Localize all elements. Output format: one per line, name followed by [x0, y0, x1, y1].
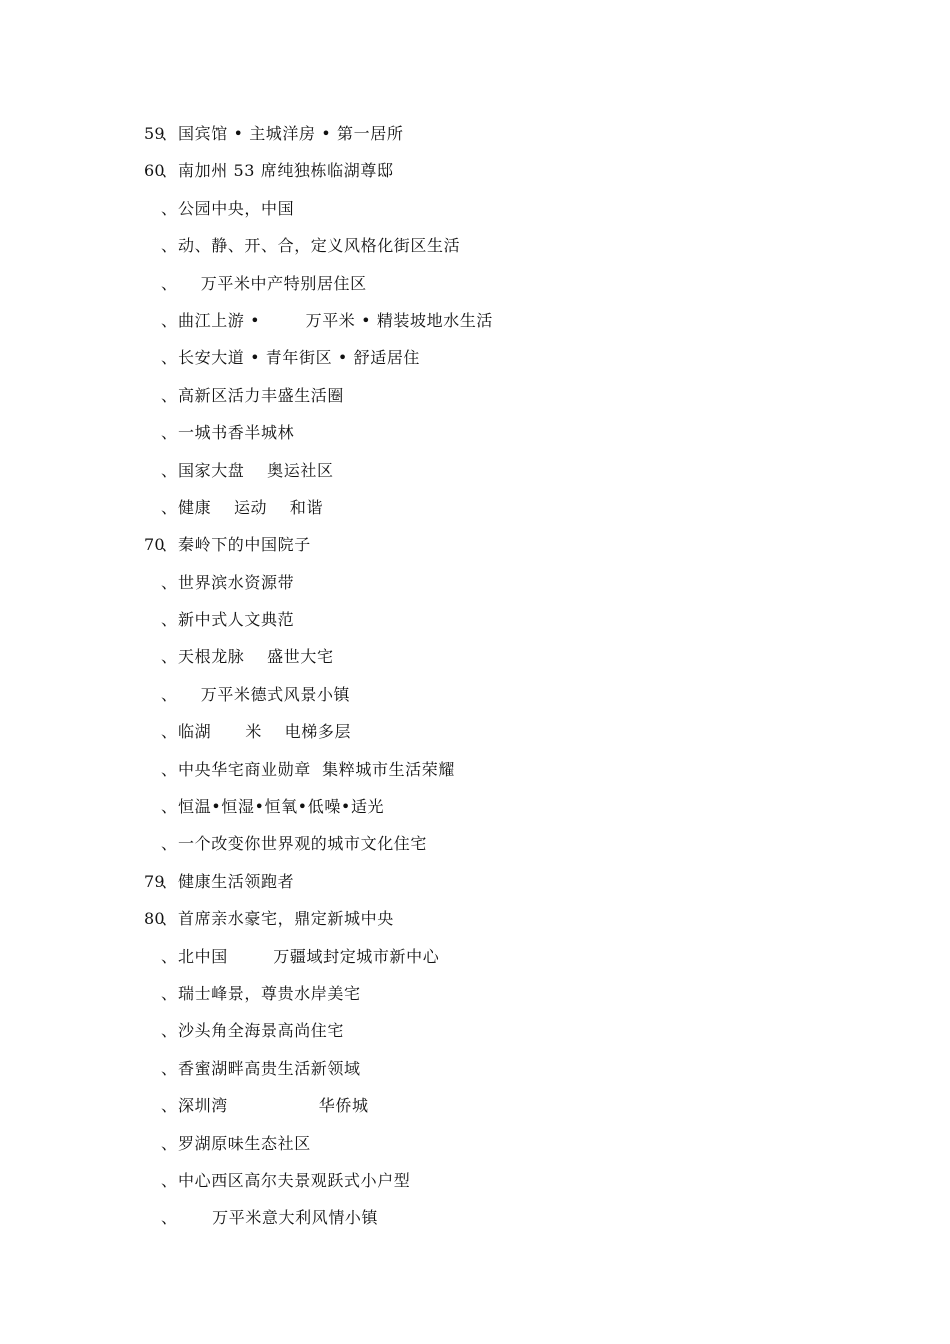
list-item — [0, 869, 950, 906]
item-separator: 、 — [161, 647, 178, 667]
slogan-list — [0, 121, 950, 1243]
item-text: 一城书香半城林 — [178, 423, 295, 443]
item-text: 万平米中产特别居住区 — [178, 273, 367, 293]
list-item — [0, 1205, 950, 1242]
list-item — [0, 644, 950, 681]
item-text: 万平米德式风景小镇 — [178, 684, 351, 704]
list-item — [0, 794, 950, 831]
item-text: 恒温•恒湿•恒氧•低噪•适光 — [178, 797, 385, 817]
item-text: 高新区活力丰盛生活圈 — [178, 385, 345, 405]
item-separator: 、 — [161, 497, 178, 517]
item-text: 首席亲水豪宅，鼎定新城中央 — [178, 909, 394, 929]
item-text: 北中国 万疆域封定城市新中心 — [178, 946, 440, 966]
item-text: 中央华宅商业勋章 集粹城市生活荣耀 — [178, 759, 455, 779]
list-item — [0, 420, 950, 457]
item-separator: 、 — [161, 535, 178, 555]
list-item — [0, 831, 950, 868]
item-text: 一个改变你世界观的城市文化住宅 — [178, 834, 428, 854]
item-separator: 、 — [161, 572, 178, 592]
list-item — [0, 158, 950, 195]
item-separator: 、 — [161, 722, 178, 742]
item-separator: 、 — [161, 423, 178, 443]
list-item — [0, 458, 950, 495]
item-text: 国家大盘 奥运社区 — [178, 460, 334, 480]
item-separator: 、 — [161, 161, 178, 181]
item-separator: 、 — [161, 273, 178, 293]
item-separator: 、 — [161, 1058, 178, 1078]
list-item — [0, 607, 950, 644]
item-separator: 、 — [161, 983, 178, 1003]
item-text: 秦岭下的中国院子 — [178, 535, 311, 555]
list-item — [0, 1056, 950, 1093]
item-separator: 、 — [161, 871, 178, 891]
list-item — [0, 233, 950, 270]
item-text: 健康 运动 和谐 — [178, 497, 324, 517]
item-separator: 、 — [161, 124, 178, 143]
item-text: 深圳湾 华侨城 — [178, 1096, 369, 1116]
item-text: 临湖 米 电梯多层 — [178, 722, 352, 742]
list-item — [0, 757, 950, 794]
item-number: 80 — [144, 909, 165, 929]
list-item — [0, 1131, 950, 1168]
list-item — [0, 196, 950, 233]
list-item — [0, 719, 950, 756]
item-text: 天根龙脉 盛世大宅 — [178, 647, 334, 667]
item-separator: 、 — [161, 385, 178, 405]
item-text: 世界滨水资源带 — [178, 572, 295, 592]
item-separator: 、 — [161, 348, 178, 368]
item-separator: 、 — [161, 759, 178, 779]
list-item — [0, 121, 950, 158]
list-item — [0, 1018, 950, 1055]
item-separator: 、 — [161, 1133, 178, 1153]
item-text: 罗湖原味生态社区 — [178, 1133, 311, 1153]
item-separator: 、 — [161, 1170, 178, 1190]
list-item — [0, 1093, 950, 1130]
item-number: 79 — [144, 871, 165, 891]
item-text: 健康生活领跑者 — [178, 871, 295, 891]
item-separator: 、 — [161, 684, 178, 704]
list-item — [0, 308, 950, 345]
item-separator: 、 — [161, 610, 178, 630]
item-separator: 、 — [161, 1208, 178, 1228]
item-text: 公园中央，中国 — [178, 198, 295, 218]
item-separator: 、 — [161, 1096, 178, 1116]
list-item — [0, 1168, 950, 1205]
list-item — [0, 944, 950, 981]
item-separator: 、 — [161, 946, 178, 966]
list-item — [0, 495, 950, 532]
item-separator: 、 — [161, 1021, 178, 1041]
list-item — [0, 532, 950, 569]
item-separator: 、 — [161, 236, 178, 256]
item-separator: 、 — [161, 797, 178, 817]
item-text: 南加州 53 席纯独栋临湖尊邸 — [178, 161, 394, 181]
item-text: 新中式人文典范 — [178, 610, 295, 630]
list-item — [0, 906, 950, 943]
item-text: 中心西区高尔夫景观跃式小户型 — [178, 1170, 411, 1190]
item-separator: 、 — [161, 460, 178, 480]
item-text: 瑞士峰景，尊贵水岸美宅 — [178, 983, 361, 1003]
item-text: 长安大道 • 青年街区 • 舒适居住 — [178, 348, 421, 368]
item-text: 万平米意大利风情小镇 — [178, 1208, 379, 1228]
item-separator: 、 — [161, 909, 178, 929]
list-item — [0, 981, 950, 1018]
item-separator: 、 — [161, 198, 178, 218]
item-text: 国宾馆 • 主城洋房 • 第一居所 — [178, 124, 404, 143]
list-item — [0, 271, 950, 308]
item-separator: 、 — [161, 310, 178, 330]
list-item — [0, 682, 950, 719]
item-number: 59 — [144, 124, 165, 143]
item-separator: 、 — [161, 834, 178, 854]
item-number: 60 — [144, 161, 165, 181]
list-item — [0, 383, 950, 420]
item-number: 70 — [144, 535, 165, 555]
item-text: 曲江上游 • 万平米 • 精装坡地水生活 — [178, 310, 494, 330]
list-item — [0, 345, 950, 382]
item-text: 香蜜湖畔高贵生活新领域 — [178, 1058, 361, 1078]
item-text: 沙头角全海景高尚住宅 — [178, 1021, 345, 1041]
item-text: 动、静、开、合，定义风格化街区生活 — [178, 236, 461, 256]
list-item — [0, 570, 950, 607]
